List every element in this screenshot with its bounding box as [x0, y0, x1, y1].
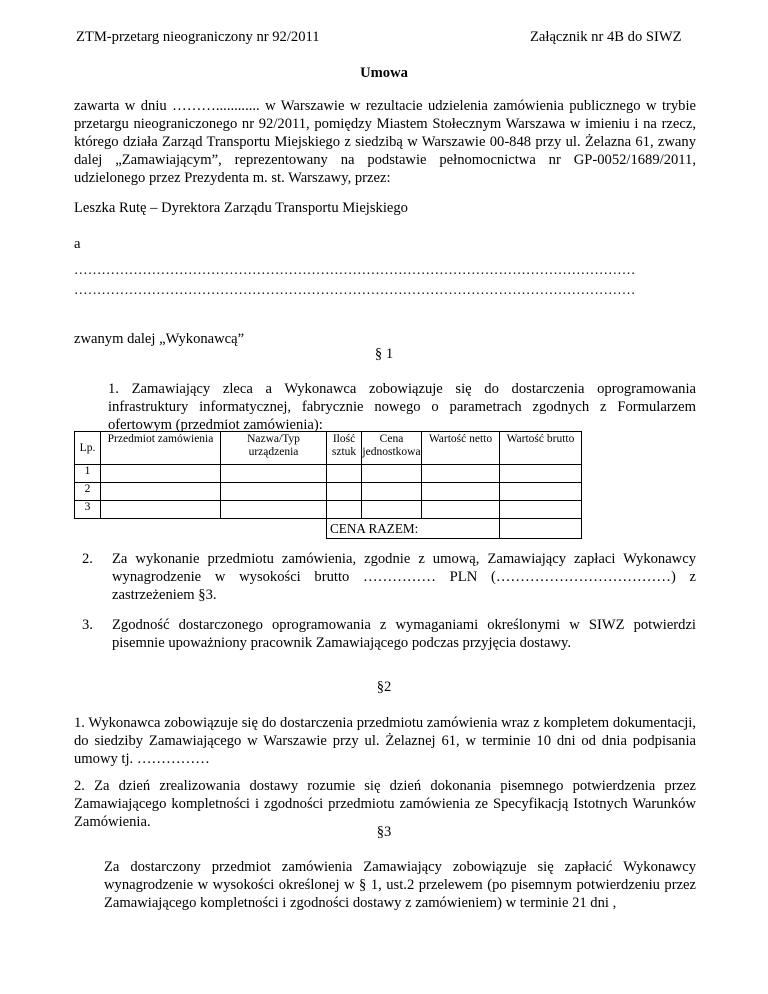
table-cell[interactable]	[221, 465, 327, 483]
table-header-row	[75, 432, 582, 465]
intro-paragraph: zawarta w dniu ………............ w Warszawie w rezultacie udzielenia zamówienia publicznego w trybie przetargu nieograniczonego nr 92/2011, pomiędzy Miastem Stołecznym Warszawa w imieniu i na rzecz, którego działa Zarząd Transportu Miejskiego z siedzibą w Warszawie 00-848 przy ul. Żelazna 61, zwany dalej „Zamawiającym”, reprezentowany na podstawie pełnomocnictwa nr GP-0052/1689/2011, udzielonego przez Prezydenta m. st. Warszawy, przez:	[74, 98, 696, 186]
table-row	[75, 483, 582, 501]
header-gross-value: Wartość brutto	[500, 432, 582, 465]
section-2-paragraph-2: 2. Za dzień zrealizowania dostawy rozumie się dzień dokonania pisemnego potwierdzenia przez Zamawiającego kompletności i zgodności przedmiotu zamówienia ze Specyfikacją Istotnych Warunków Zamówienia.	[74, 778, 696, 830]
table-cell[interactable]	[422, 501, 500, 519]
table-cell[interactable]	[362, 483, 422, 501]
header-right: Załącznik nr 4B do SIWZ	[530, 29, 682, 45]
section-1-paragraph-1: 1. Zamawiający zleca a Wykonawca zobowiązuje się do dostarczenia oprogramowania infrastruktury informatycznej, fabrycznie nowego o parametrach zgodnych z Formularzem ofertowym (przedmiot zamówienia):	[108, 381, 696, 433]
row-number: 2	[75, 483, 101, 501]
table-cell[interactable]	[221, 501, 327, 519]
item-text: Za wykonanie przedmiotu zamówienia, zgodnie z umową, Zamawiający zapłaci Wykonawcy wynagrodzenie w wysokości brutto …………… PLN (………………………………) z zastrzeżeniem §3.	[112, 551, 696, 603]
table-cell[interactable]	[221, 483, 327, 501]
section-3-paragraph-1: Za dostarczony przedmiot zamówienia Zamawiający zobowiązuje się zapłacić Wykonawcy wynagrodzenie w wysokości określonej w § 1, ust.2 przelewem (po pisemnym potwierdzeniu przez Zamawiającego kompletności i zgodności dostawy z zamówieniem) w terminie 21 dni ,	[104, 859, 696, 911]
table-cell[interactable]	[327, 465, 362, 483]
section-1-item-3	[82, 616, 696, 652]
table-cell[interactable]	[422, 465, 500, 483]
section-3-heading: §3	[376, 824, 392, 840]
table-cell[interactable]	[500, 465, 582, 483]
section-2-paragraph-1: 1. Wykonawca zobowiązuje się do dostarczenia przedmiotu zamówienia wraz z kompletem dokumentacji, do siedziby Zamawiającego w Warszawie przy ul. Żelaznej 61, w terminie 10 dni od dnia podpisania umowy tj. ……………	[74, 715, 696, 767]
table-cell[interactable]	[327, 501, 362, 519]
contractor-definition: zwanym dalej „Wykonawcą”	[74, 331, 245, 347]
blank-line-1: ……………………………………………………………………………………………………………	[74, 262, 636, 277]
and-conjunction: a	[74, 236, 81, 252]
row-number: 1	[75, 465, 101, 483]
section-1-heading: § 1	[374, 346, 394, 362]
table-cell[interactable]	[500, 483, 582, 501]
section-1-item-2	[82, 550, 696, 604]
header-unit-price: Cena jednostkowa	[362, 432, 422, 465]
blank-line-2: ……………………………………………………………………………………………………………	[74, 282, 636, 297]
representative: Leszka Rutę – Dyrektora Zarządu Transportu Miejskiego	[74, 200, 408, 216]
header-lp: Lp.	[75, 432, 101, 465]
table-cell[interactable]	[362, 465, 422, 483]
table-cell[interactable]	[422, 483, 500, 501]
total-value-cell[interactable]	[500, 519, 582, 539]
item-number: 3.	[82, 617, 93, 633]
total-label: CENA RAZEM:	[327, 519, 500, 539]
table-cell[interactable]	[327, 483, 362, 501]
document-title: Umowa	[360, 65, 408, 81]
header-net-value: Wartość netto	[422, 432, 500, 465]
table-cell[interactable]	[362, 501, 422, 519]
table-cell[interactable]	[101, 465, 221, 483]
header-left: ZTM-przetarg nieograniczony nr 92/2011	[76, 29, 320, 45]
table-cell[interactable]	[101, 483, 221, 501]
item-text: Zgodność dostarczonego oprogramowania z wymaganiami określonymi w SIWZ potwierdzi pisemnie upoważniony pracownik Zamawiającego podczas przyjęcia dostawy.	[112, 617, 696, 651]
table-total-row	[75, 519, 582, 539]
header-device: Nazwa/Typ urządzenia	[221, 432, 327, 465]
section-2-heading: §2	[376, 679, 392, 695]
row-number: 3	[75, 501, 101, 519]
header-quantity: Ilość sztuk	[327, 432, 362, 465]
item-number: 2.	[82, 551, 93, 567]
order-table	[74, 431, 582, 539]
table-row	[75, 501, 582, 519]
table-cell[interactable]	[500, 501, 582, 519]
table-cell[interactable]	[101, 501, 221, 519]
header-subject: Przedmiot zamówienia	[101, 432, 221, 465]
table-row	[75, 465, 582, 483]
